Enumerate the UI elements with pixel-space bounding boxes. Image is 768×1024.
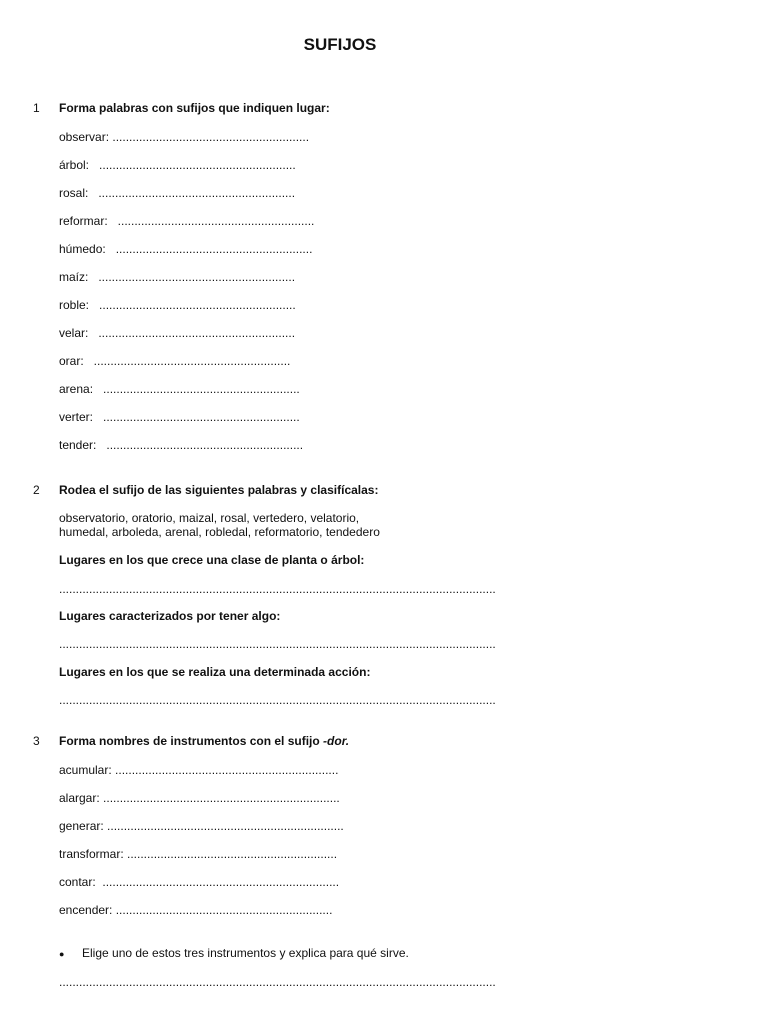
subheading-action: Lugares en los que se realiza una determinada acción: [59, 665, 371, 679]
subheading-plants: Lugares en los que crece una clase de planta o árbol: [59, 553, 365, 567]
section-3-item[interactable]: alargar: ....................................................................... [59, 791, 340, 805]
section-1-item[interactable]: verter: ........................................................... [59, 410, 300, 424]
bullet-icon: ● [59, 949, 65, 959]
section-1-item[interactable]: roble: ........................................................... [59, 298, 296, 312]
section-1-item[interactable]: maíz: ........................................................... [59, 270, 296, 284]
section-3-heading-suffix: -dor. [323, 734, 350, 748]
section-1-number: 1 [33, 101, 40, 115]
subheading-characterized: Lugares caracterizados por tener algo: [59, 609, 281, 623]
section-1-item[interactable]: húmedo: ........................................................... [59, 242, 313, 256]
page-title: SUFIJOS [303, 35, 377, 54]
section-3-item[interactable]: generar: ....................................................................... [59, 819, 344, 833]
word-list-line-2: humedal, arboleda, arenal, robledal, reformatorio, tendedero [59, 525, 380, 539]
answer-line-action[interactable]: ................................................................................................................................... [59, 693, 496, 707]
section-1-heading: Forma palabras con sufijos que indiquen lugar: [59, 101, 330, 115]
answer-line-plants[interactable]: ................................................................................................................................... [59, 582, 496, 596]
word-list-line-1: observatorio, oratorio, maizal, rosal, vertedero, velatorio, [59, 511, 360, 525]
section-3-item[interactable]: encender: ................................................................. [59, 903, 333, 917]
section-1-item[interactable]: tender: ........................................................... [59, 438, 304, 452]
section-1-item[interactable]: árbol: ........................................................... [59, 158, 296, 172]
answer-line-instrument[interactable]: ................................................................................................................................... [59, 975, 496, 989]
section-1-item[interactable]: reformar: ........................................................... [59, 214, 315, 228]
section-3-heading-text: Forma nombres de instrumentos con el sufijo [59, 734, 324, 748]
section-3-item[interactable]: contar: ....................................................................... [59, 875, 340, 889]
section-3-heading [59, 734, 349, 748]
section-1-item[interactable]: arena: ........................................................... [59, 382, 300, 396]
section-2-heading: Rodea el sufijo de las siguientes palabras y clasifícalas: [59, 483, 379, 497]
section-1-item[interactable]: velar: ........................................................... [59, 326, 296, 340]
answer-line-characterized[interactable]: ................................................................................................................................... [59, 637, 496, 651]
section-3-number: 3 [33, 734, 40, 748]
section-3-item[interactable]: transformar: ............................................................... [59, 847, 338, 861]
section-1-item[interactable]: rosal: ........................................................... [59, 186, 296, 200]
section-1-item[interactable]: observar: ........................................................... [59, 130, 310, 144]
section-2-number: 2 [33, 483, 40, 497]
bullet-instruction: Elige uno de estos tres instrumentos y explica para qué sirve. [82, 946, 409, 960]
section-1-item[interactable]: orar: ........................................................... [59, 354, 291, 368]
section-3-item[interactable]: acumular: ................................................................... [59, 763, 339, 777]
